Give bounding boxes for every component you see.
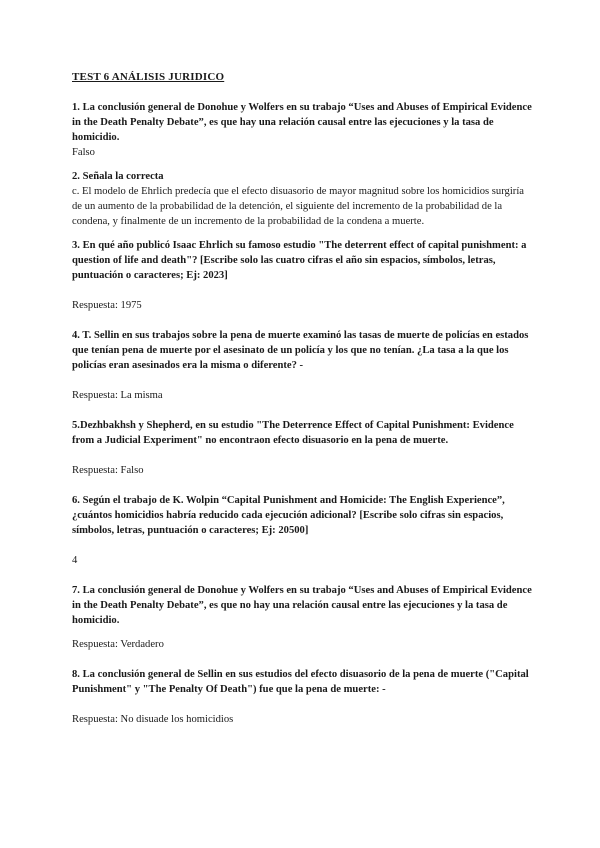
question-2 [72,169,532,229]
question-4-text: 4. T. Sellin en sus trabajos sobre la pena de muerte examinó las tasas de muerte de policías en estados que tenían pena de muerte por el asesinato de un policía y los que no tenían. ¿La tasa a la que los policías eran asesinados era la misma o diferente? - [72,330,529,371]
question-2-text: 2. Señala la correcta [72,171,164,182]
question-1 [72,100,532,160]
question-8-text: 8. La conclusión general de Sellin en sus estudios del efecto disuasorio de la pena de muerte ("Capital Punishment" y "The Penalty Of Death") fue que la pena de muerte: - [72,669,529,695]
question-4 [72,328,532,403]
question-7-answer: Respuesta: Verdadero [72,639,164,650]
question-5-answer: Respuesta: Falso [72,465,144,476]
question-8-answer: Respuesta: No disuade los homicidios [72,714,234,725]
question-4-answer: Respuesta: La misma [72,390,163,401]
question-3 [72,238,532,313]
question-7-text: 7. La conclusión general de Donohue y Wolfers en su trabajo “Uses and Abuses of Empirical Evidence in the Death Penalty Debate”, es que no hay una relación causal entre las ejecuciones y la tasa de homicidio. [72,585,532,626]
question-1-text: 1. La conclusión general de Donohue y Wolfers en su trabajo “Uses and Abuses of Empirical Evidence in the Death Penalty Debate”, es que hay una relación causal entre las ejecuciones y la tasa de homicidio. [72,102,532,143]
question-2-answer: c. El modelo de Ehrlich predecía que el efecto disuasorio de mayor magnitud sobre los homicidios surgiría de un aumento de la probabilidad de la detención, el siguiente del incremento de la probabilidad de la condena, y finalmente de un incremento de la probabilidad de la condena a muerte. [72,186,524,227]
question-3-answer: Respuesta: 1975 [72,300,142,311]
question-7 [72,583,532,652]
question-3-text: 3. En qué año publicó Isaac Ehrlich su famoso estudio "The deterrent effect of capital punishment: a question of life and death"? [Escribe solo las cuatro cifras el año sin espacios, símbolos, letras, puntuación o caracteres; Ej: 2023] [72,240,527,281]
question-6 [72,493,532,568]
question-6-answer: 4 [72,555,78,566]
question-1-answer: Falso [72,147,95,158]
question-5-text: 5.Dezhbakhsh y Shepherd, en su estudio "The Deterrence Effect of Capital Punishment: Evidence from a Judicial Experiment" no encontraon efecto disuasorio en la pena de muerte. [72,420,514,446]
question-8 [72,667,532,727]
document-page [72,70,532,727]
question-6-text: 6. Según el trabajo de K. Wolpin “Capital Punishment and Homicide: The English Experience”, ¿cuántos homicidios habría reducido cada ejecución adicional? [Escribe solo cifras sin espacios, símbolos, letras, puntuación o caracteres; Ej: 20500] [72,495,505,536]
document-title: TEST 6 ANÁLISIS JURIDICO [72,71,225,83]
question-5 [72,418,532,478]
